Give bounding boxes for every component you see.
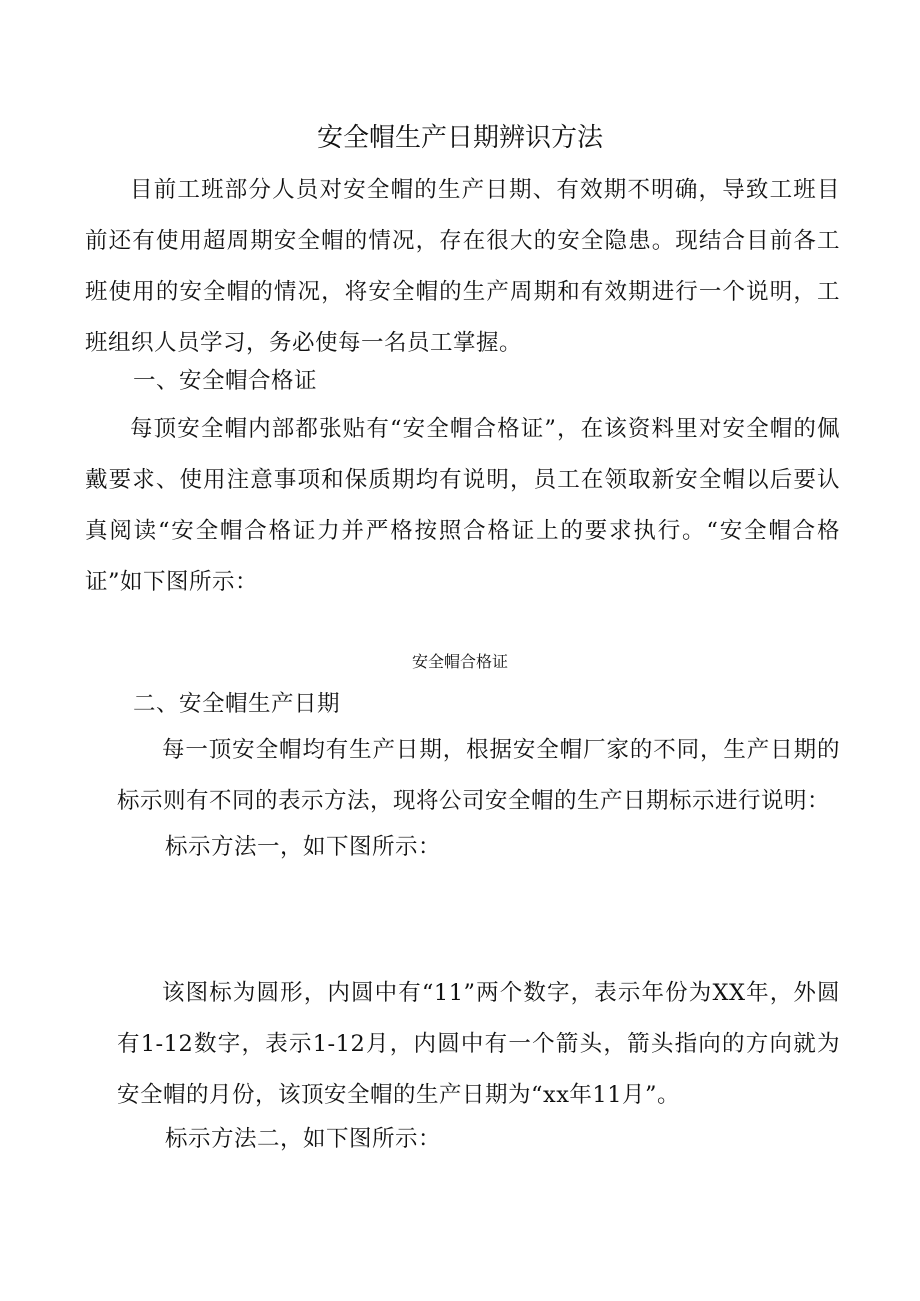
section-1-heading: 一、安全帽合格证 (133, 368, 318, 394)
method-1-description: 该图标为圆形，内圆中有“11”两个数字，表示年份为XX年，外圆有1-12数字，表示1-12月，内圆中有一个箭头，箭头指向的方向就为安全帽的月份，该顶安全帽的生产日期为“xx年11月”。 (117, 980, 840, 1108)
section-2-heading: 二、安全帽生产日期 (133, 691, 341, 717)
section-2-paragraph: 每一顶安全帽均有生产日期，根据安全帽厂家的不同，生产日期的标示则有不同的表示方法，现将公司安全帽的生产日期标示进行说明： (117, 737, 840, 814)
document-title: 安全帽生产日期辨识方法 (316, 123, 603, 153)
section-1-paragraph: 每顶安全帽内部都张贴有“安全帽合格证”，在该资料里对安全帽的佩戴要求、使用注意事项和保质期均有说明，员工在领取新安全帽以后要认真阅读“安全帽合格证力并严格按照合格证上的要求执行。“安全帽合格证”如下图所示： (85, 416, 840, 595)
method-2-label: 标示方法二，如下图所示： (165, 1126, 442, 1152)
method-1-label: 标示方法一，如下图所示： (165, 834, 442, 860)
intro-paragraph: 目前工班部分人员对安全帽的生产日期、有效期不明确，导致工班目前还有使用超周期安全帽的情况，存在很大的安全隐患。现结合目前各工班使用的安全帽的情况，将安全帽的生产周期和有效期进行一个说明，工班组织人员学习，务必使每一名员工掌握。 (85, 177, 840, 356)
figure-caption: 安全帽合格证 (411, 652, 508, 671)
